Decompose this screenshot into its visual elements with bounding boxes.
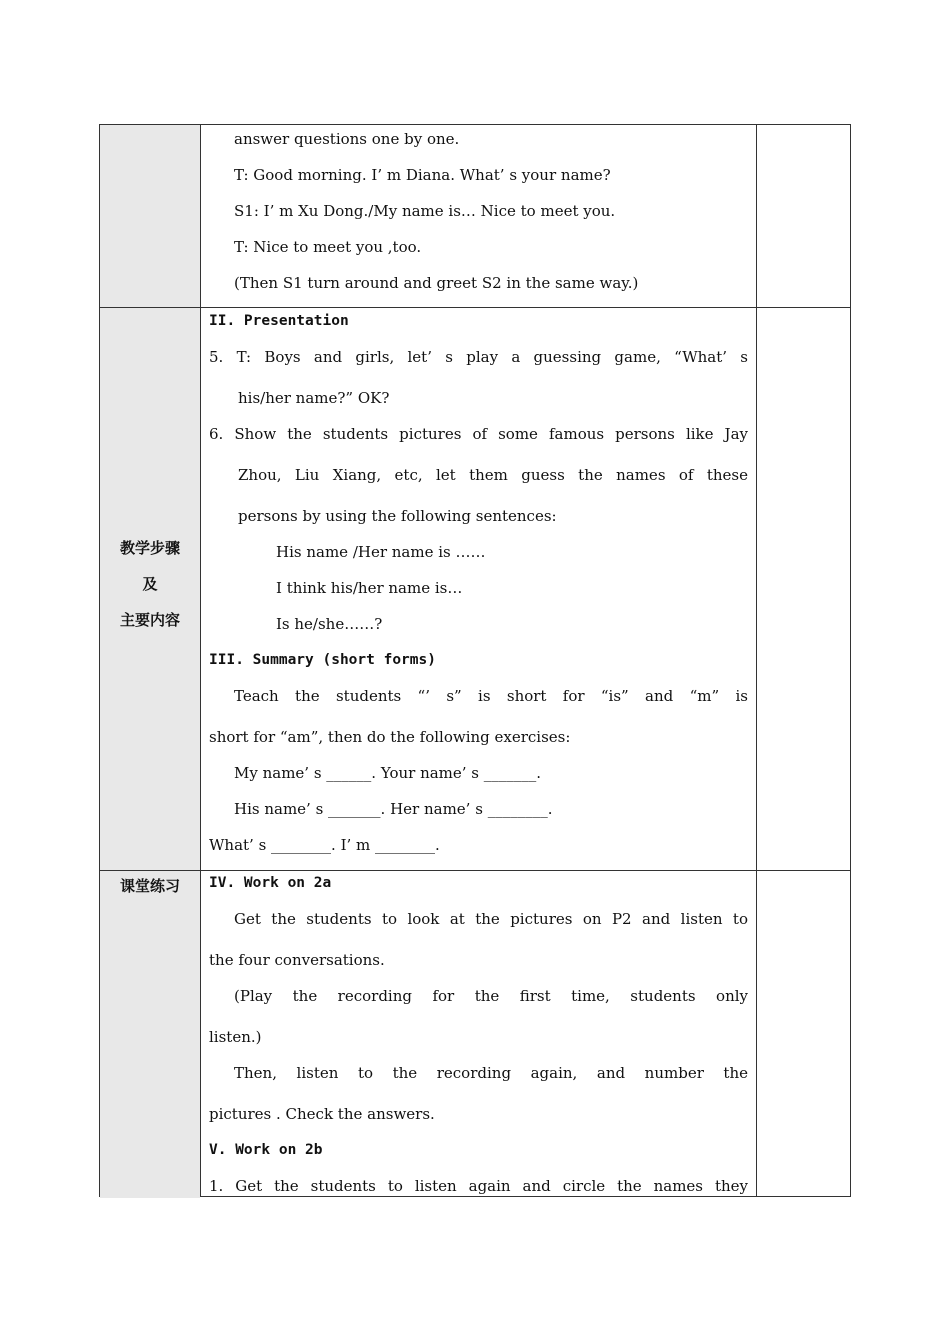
section-heading: II. Presentation [209,313,349,329]
text-line: His name /Her name is …… [276,543,486,561]
lesson-plan-table [99,124,851,1197]
steps-label-main: 主要内容 [119,611,180,629]
text-line: I think his/her name is… [276,579,463,597]
column-divider [756,125,757,1196]
row-divider [100,870,850,871]
section-heading: V. Work on 2b [209,1142,323,1158]
text-line: Is he/she……? [276,615,383,633]
text-line: short for “am”, then do the following exercises: [209,728,571,746]
text-line: T: Nice to meet you ,too. [234,238,422,256]
text-line: 1. Get the students to listen again and circle the names they [209,1177,748,1195]
text-line: Zhou, Liu Xiang, etc, let them guess the names of these [238,466,748,484]
column-divider [200,125,201,1196]
text-line: S1: I’ m Xu Dong./My name is… Nice to meet you. [234,202,616,220]
text-line: 5. T: Boys and girls, let’ s play a guessing game, “What’ s [209,348,748,366]
steps-label-and: 及 [142,575,158,593]
text-line: My name’ s ______. Your name’ s _______. [234,764,542,782]
text-line: listen.) [209,1028,262,1046]
text-line: T: Good morning. I’ m Diana. What’ s your name? [234,166,611,184]
text-line: Then, listen to the recording again, and number the [234,1064,748,1082]
text-line: his/her name?” OK? [238,389,390,407]
steps-label: 教学步骤 [119,539,180,557]
text-line: (Then S1 turn around and greet S2 in the same way.) [234,274,639,292]
section-heading: IV. Work on 2a [209,875,332,891]
text-line: persons by using the following sentences: [238,507,557,525]
section-heading: III. Summary (short forms) [209,652,436,668]
label-cell-top [100,125,200,307]
text-line: 6. Show the students pictures of some famous persons like Jay [209,425,748,443]
row-divider [100,307,850,308]
label-cell-practice [100,870,200,1198]
text-line: What’ s ________. I’ m ________. [209,836,440,854]
text-line: (Play the recording for the first time, students only [234,987,748,1005]
text-line: the four conversations. [209,951,385,969]
text-line: His name’ s _______. Her name’ s ________. [234,800,553,818]
text-line: pictures . Check the answers. [209,1105,435,1123]
text-line: answer questions one by one. [234,130,460,148]
text-line: Teach the students “’ s” is short for “is” and “m” is [234,687,748,705]
practice-label: 课堂练习 [119,877,180,895]
text-line: Get the students to look at the pictures on P2 and listen to [234,910,748,928]
